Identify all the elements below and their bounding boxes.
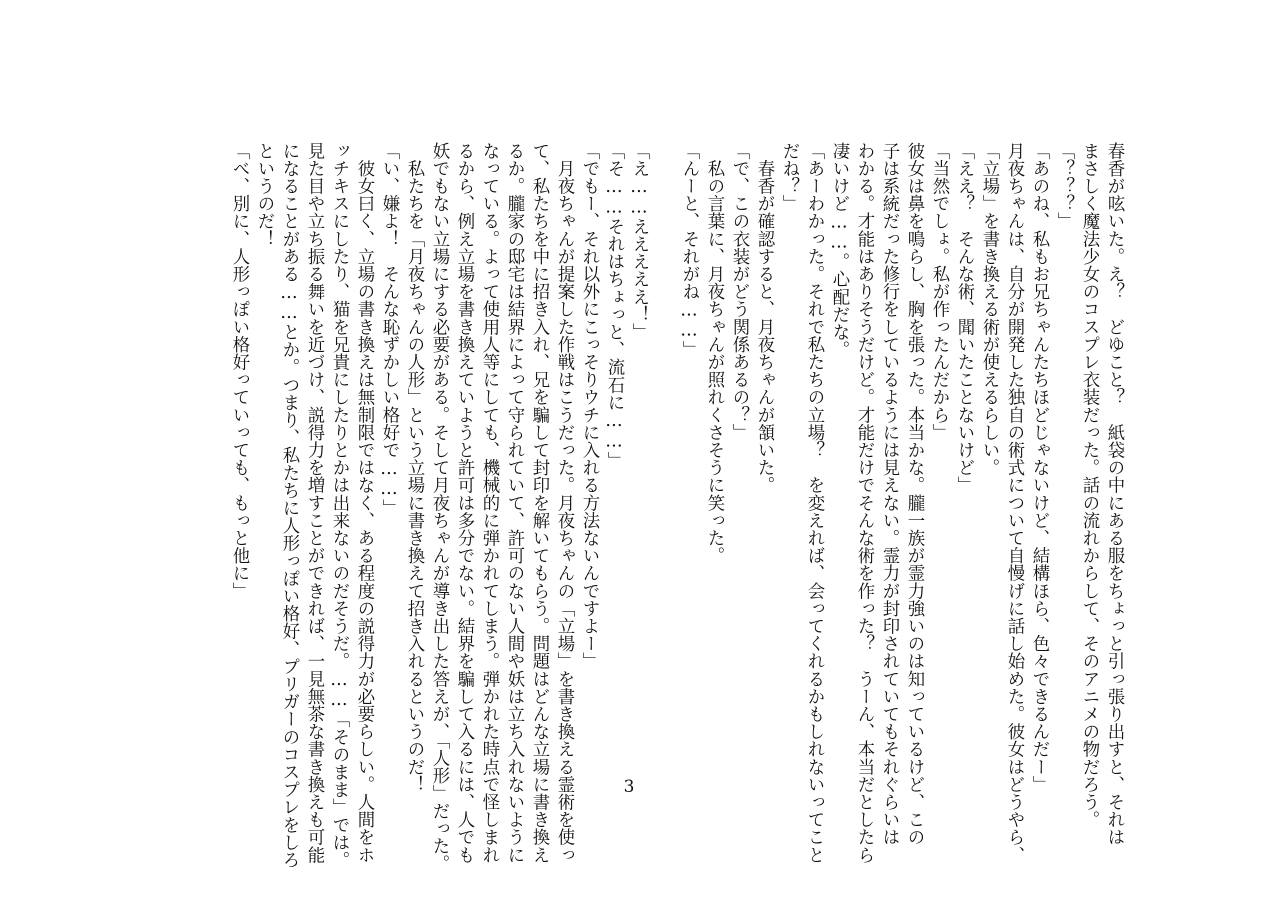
text-line: 凄いけど……。心配だな。 [829, 142, 849, 359]
text-line: というのだ！ [254, 142, 274, 248]
page-number: 3 [623, 777, 635, 797]
text-line: 「そ……それはちょっと、流石に……」 [604, 142, 624, 470]
text-line: 春香が呟いた。え？ どゆこと？ 紙袋の中にある服をちょっと引っ張り出すと、それは [1104, 142, 1124, 846]
text-line: ッチキスにしたり、猫を兄貴にしたりとかは出来ないのだそうだ。……「そのまま」では。 [329, 142, 349, 869]
text-line: 「んーと、それがね……」 [679, 142, 699, 359]
text-line: わかる。才能はありそうだけど。才能だけでそんな術を作った？ うーん、本当だとしたら [854, 142, 874, 864]
text-line: 「？？？」 [1054, 142, 1074, 230]
text-line: 月夜ちゃんは、自分が開発した独自の術式について自慢げに話し始めた。彼女はどうやら、 [1004, 142, 1024, 864]
text-line: 「え……えええええ！」 [629, 142, 649, 341]
text-line: 私たちを「月夜ちゃんの人形」という立場に書き換えて招き入れるというのだ！ [404, 142, 424, 794]
text-line: るから、例え立場を書き換えていようと許可は多分でない。結界を騙して入るには、人でも [454, 142, 474, 864]
text-line: なっている。よって使用人等にしても、機械的に弾かれてしまう。弾かれた時点で怪しまれ [479, 142, 499, 864]
text-line: 見た目や立ち振る舞いを近づけ、説得力を増すことができれば、一見無茶な書き換えも可能 [304, 142, 324, 864]
text-line: 春香が確認すると、月夜ちゃんが頷いた。 [754, 142, 774, 494]
text-line: 「あーわかった。それで私たちの立場？ を変えれば、会ってくれるかもしれないってこと [804, 142, 824, 864]
text-line: 「立場」を書き換える術が使えるらしい。 [979, 142, 999, 477]
text-line: 私の言葉に、月夜ちゃんが照れくさそうに笑った。 [704, 142, 724, 565]
text-line: 子は系統だった修行をしているようには見えない。霊力が封印されていてもそれぐらいは [879, 142, 899, 846]
text-line: 妖でもない立場にする必要がある。そして月夜ちゃんが導き出した答えが、「人形」だった。 [429, 142, 449, 873]
text-line: 彼女曰く、立場の書き換えは無制限ではなく、ある程度の説得力が必要らしい。人間をホ [354, 142, 374, 864]
text-line: 「で、この衣装がどう関係あるの？」 [729, 142, 749, 442]
text-line: 「ええ？ そんな術、聞いたことないけど」 [954, 142, 974, 494]
text-line: 「い、嫌よ！ そんな恥ずかしい格好で……」 [379, 142, 399, 517]
text-line: 月夜ちゃんが提案した作戦はこうだった。月夜ちゃんの「立場」を書き換える霊術を使っ [554, 142, 574, 864]
text-line: 「当然でしょ。私が作ったんだから」 [929, 142, 949, 442]
text-line: まさしく魔法少女のコスプレ衣装だった。話の流れからして、そのアニメの物だろう。 [1079, 142, 1099, 829]
text-line: るか。朧家の邸宅は結界によって守られていて、許可のない人間や妖は立ち入れないように [504, 142, 524, 864]
text-line: になることがある……とか。つまり、私たちに人形っぽい格好、プリガーのコスプレをしろ [279, 142, 299, 869]
text-line: 彼女は鼻を鳴らし、胸を張った。本当かな。朧一族が霊力強いのは知っているけど、この [904, 142, 924, 846]
text-line: 「でもー、それ以外にこっそりウチに入れる方法ないんですよー」 [579, 142, 599, 670]
text-line: だね？」 [779, 142, 799, 213]
text-line: 「べ、別に、人形っぽい格好っていっても、もっと他に」 [229, 142, 249, 600]
text-line: て、私たちを中に招き入れ、兄を騙して封印を解いてもらう。問題はどんな立場に書き換え [529, 142, 549, 864]
text-line: 「あのね、私もお兄ちゃんたちほどじゃないけど、結構ほら、色々できるんだー」 [1029, 142, 1049, 794]
